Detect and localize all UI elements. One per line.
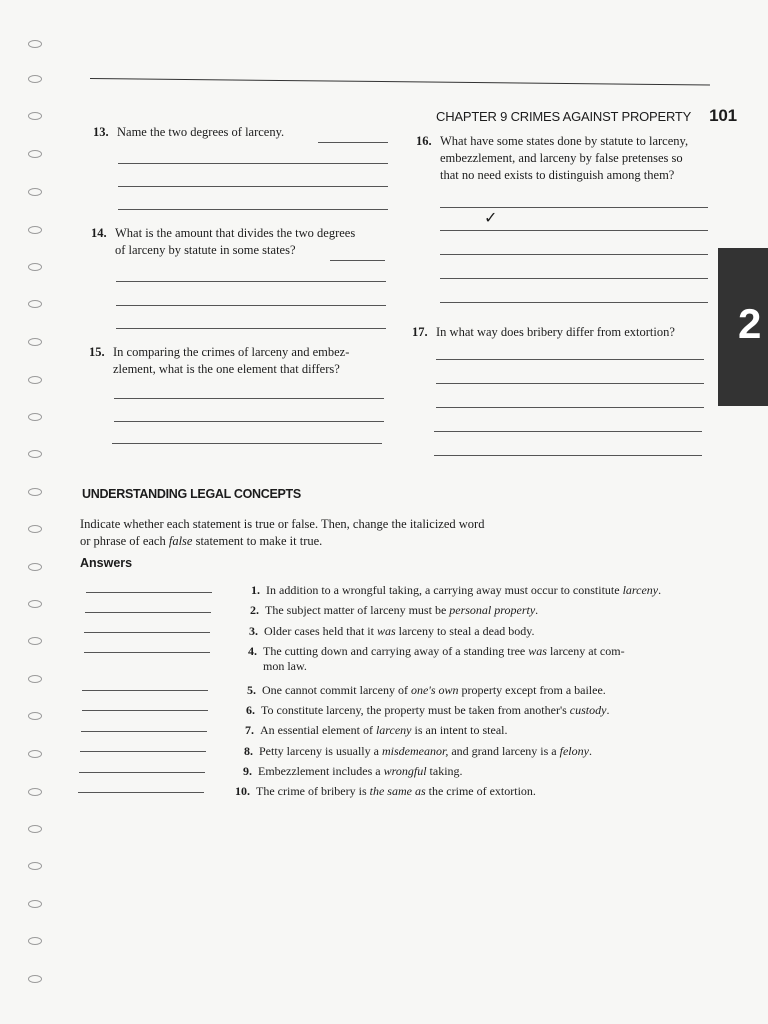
binding-hole [28,675,42,683]
statement-text: . [658,583,662,597]
question-13 [93,124,403,141]
statement-number: 9. [243,764,252,778]
instruction-text: statement to make it true. [192,534,323,548]
answer-blank[interactable] [80,751,206,752]
statement-text: taking. [426,764,463,778]
statement-text: larceny to steal a dead body. [395,624,535,638]
statement-5 [236,683,696,698]
statement-italic: was [528,644,547,658]
statement-text: The cutting down and carrying away of a standing tree [263,644,529,658]
binding-hole [28,975,42,983]
answer-blank[interactable] [85,612,211,613]
question-number: 15. [89,345,105,359]
answer-line[interactable] [436,407,704,408]
question-text-cont: of larceny by statute in some states? [115,243,296,257]
answer-blank[interactable] [78,792,204,793]
question-text-cont: that no need exists to distinguish among them? [440,168,675,182]
binding-hole [28,75,42,83]
question-number: 17. [412,325,428,339]
answer-blank[interactable] [81,731,207,732]
statement-text: . [588,744,592,758]
answer-line[interactable] [118,186,388,187]
statement-text: . [606,703,610,717]
binding-hole [28,40,42,48]
statement-2 [239,603,699,618]
chapter-title: CHAPTER 9 CRIMES AGAINST PROPERTY [436,109,692,124]
statement-6 [235,703,695,718]
binding-hole [28,150,42,158]
statement-italic: felony [559,744,589,758]
statement-text: In addition to a wrongful taking, a carrying away must occur to constitute [266,583,623,597]
statement-text: The subject matter of larceny must be [265,603,450,617]
binding-hole [28,637,42,645]
question-number: 16. [416,134,432,148]
answer-line[interactable] [440,207,708,208]
answer-line[interactable] [440,230,708,231]
statement-text: Older cases held that it [264,624,377,638]
chapter-tab [718,248,768,406]
question-text: What is the amount that divides the two degrees [115,226,356,240]
answer-line[interactable] [318,142,388,143]
answer-blank[interactable] [86,592,212,593]
question-16 [416,133,716,184]
question-text: What have some states done by statute to larceny, [440,134,689,148]
binding-hole [28,226,42,234]
statement-number: 4. [248,644,257,658]
statement-italic: was [376,624,396,638]
section-title: UNDERSTANDING LEGAL CONCEPTS [82,487,301,501]
statement-text: To constitute larceny, the property must be taken from another's [261,703,570,717]
answer-line[interactable] [118,209,388,210]
answer-blank[interactable] [84,632,210,633]
binding-hole [28,862,42,870]
statement-number: 8. [244,744,253,758]
answer-blank[interactable] [79,772,205,773]
statement-italic: larceny [375,723,412,737]
statement-4 [237,644,697,674]
binding-hole [28,338,42,346]
statement-italic: wrongful [383,764,427,778]
statement-text: property except from a bailee. [458,683,606,697]
statement-text: An essential element of [260,723,376,737]
answer-line[interactable] [436,359,704,360]
statement-number: 1. [251,583,260,597]
statement-text: is an intent to steal. [411,723,508,737]
statement-text: Petty larceny is usually a [259,744,382,758]
answer-line[interactable] [436,383,704,384]
binding-hole [28,413,42,421]
binding-hole [28,712,42,720]
statement-italic: the same as [369,784,426,798]
question-text-cont: zlement, what is the one element that differs? [113,362,340,376]
spiral-binding [0,0,60,1024]
binding-hole [28,937,42,945]
statement-9 [232,764,692,779]
answer-line[interactable] [114,421,384,422]
statement-number: 6. [246,703,255,717]
statement-1 [240,583,700,598]
answer-line[interactable] [116,328,386,329]
statement-number: 10. [235,784,250,798]
statement-text: and grand larceny is a [448,744,560,758]
answer-blank[interactable] [82,690,208,691]
statement-number: 7. [245,723,254,737]
binding-hole [28,750,42,758]
statement-text-cont: mon law. [263,659,307,673]
section-instructions [80,516,560,550]
binding-hole [28,900,42,908]
binding-hole [28,450,42,458]
question-text-cont: embezzlement, and larceny by false pretenses so [440,151,683,165]
answer-line[interactable] [112,443,382,444]
answer-line[interactable] [114,398,384,399]
answer-blank[interactable] [84,652,210,653]
check-mark: ✓ [484,208,498,227]
binding-hole [28,825,42,833]
statement-text: Embezzlement includes a [258,764,384,778]
answer-line[interactable] [434,431,702,432]
binding-hole [28,788,42,796]
answer-line[interactable] [116,281,386,282]
answers-label: Answers [80,556,133,570]
question-number: 14. [91,226,107,240]
binding-hole [28,563,42,571]
instruction-text: or phrase of each [80,534,169,548]
binding-hole [28,188,42,196]
statement-italic: larceny [622,583,659,597]
question-14 [91,225,401,259]
binding-hole [28,263,42,271]
statement-italic: misdemeanor, [381,744,449,758]
question-17 [412,324,712,341]
statement-italic: custody [569,703,607,717]
question-15 [89,344,399,378]
statement-italic: personal property [449,603,536,617]
statement-italic: one's own [410,683,459,697]
statement-text: the crime of extortion. [425,784,536,798]
statement-3 [238,624,698,639]
statement-text: One cannot commit larceny of [262,683,411,697]
statement-10 [230,784,690,799]
answer-line[interactable] [116,305,386,306]
instruction-line [80,533,560,550]
answer-line[interactable] [440,302,708,303]
instruction-italic: false [168,534,193,548]
answer-line[interactable] [440,254,708,255]
statement-number: 2. [250,603,259,617]
question-text: In what way does bribery differ from extortion? [436,325,675,339]
binding-hole [28,488,42,496]
statement-number: 5. [247,683,256,697]
statement-8 [233,744,693,759]
answer-line[interactable] [330,260,385,261]
binding-hole [28,376,42,384]
question-number: 13. [93,125,109,139]
answer-line[interactable] [440,278,708,279]
binding-hole [28,112,42,120]
statement-text: The crime of bribery is [256,784,370,798]
statement-number: 3. [249,624,258,638]
binding-hole [28,600,42,608]
answer-blank[interactable] [82,710,208,711]
answer-line[interactable] [118,163,388,164]
statement-text: . [535,603,539,617]
chapter-tab-label: 2 [738,300,762,347]
question-text: Name the two degrees of larceny. [117,125,285,139]
header-rule [90,78,710,85]
binding-hole [28,525,42,533]
statement-text: larceny at com- [546,644,625,658]
statement-7 [234,723,694,738]
answer-line[interactable] [434,455,702,456]
running-head [436,106,737,126]
page-number: 101 [709,106,737,125]
instruction-line: Indicate whether each statement is true or false. Then, change the italicized word [80,517,485,531]
question-text: In comparing the crimes of larceny and embez- [113,345,350,359]
binding-hole [28,300,42,308]
